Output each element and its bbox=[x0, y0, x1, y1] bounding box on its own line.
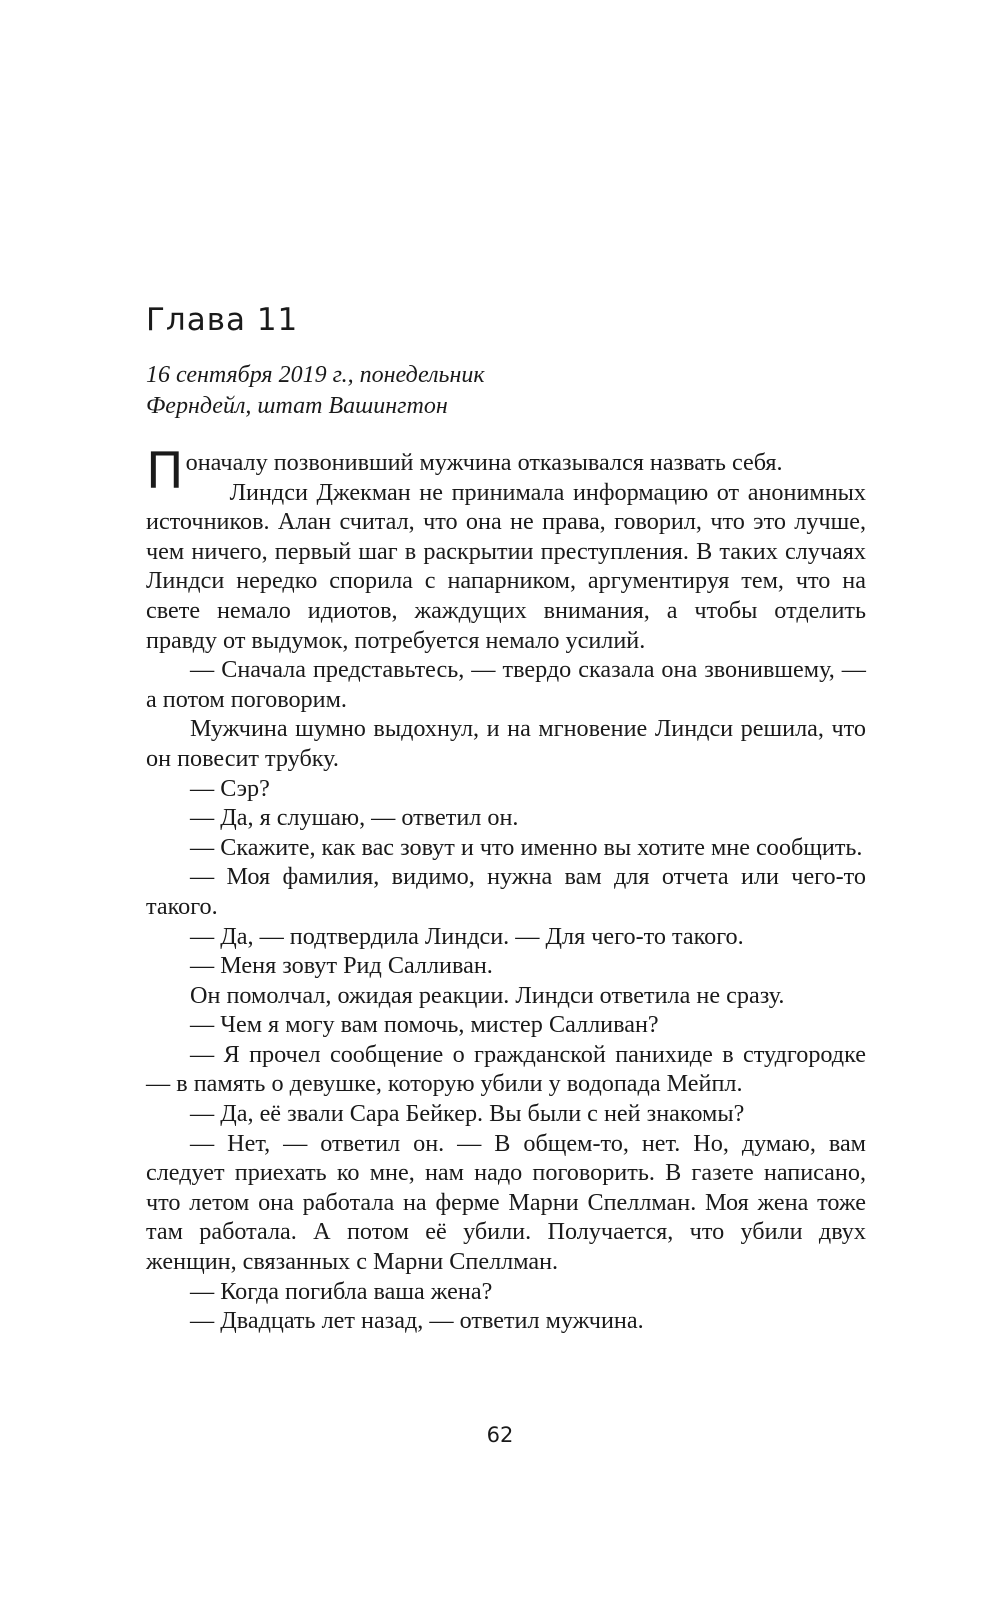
paragraph: — Двадцать лет назад, — ответил мужчина. bbox=[190, 1307, 644, 1335]
paragraph: Он помолчал, ожидая реакции. Линдси ответила не сразу. bbox=[190, 981, 785, 1009]
paragraph: — Нет, — ответил он. — В общем-то, нет. Но, думаю, вам следует приехать ко мне, нам надо поговорить. В газете написано, что летом она работала на ферме Марни Спеллман. Моя жена тоже там работала. А потом её убили. Получается, что убили двух женщин, связанных с Марни Спеллман. bbox=[146, 1129, 866, 1276]
paragraph: — Да, я слушаю, — ответил он. bbox=[190, 804, 519, 832]
paragraph-first bbox=[146, 442, 866, 500]
paragraph: Линдси Джекман не принимала информацию от анонимных источников. Алан считал, что она не права, говорил, что это лучше, чем ничего, первый шаг в раскрытии преступления. В таких случаях Линдси нередко спорила с напарником, аргументируя тем, что на свете немало идиотов, жаждущих внимания, а чтобы отделить правду от выдумок, потребуется немало усилий. bbox=[146, 478, 866, 654]
chapter-date: 16 сентября 2019 г., понедельник bbox=[146, 362, 485, 388]
paragraph: — Да, — подтвердила Линдси. — Для чего-то такого. bbox=[190, 922, 744, 950]
paragraph: — Сначала представьтесь, — твердо сказала она звонившему, — а потом поговорим. bbox=[146, 656, 866, 713]
page-number: 62 bbox=[486, 1423, 514, 1447]
drop-cap: П bbox=[146, 442, 184, 500]
chapter-title: Глава 11 bbox=[146, 302, 299, 338]
paragraph: Мужчина шумно выдохнул, и на мгновение Линдси решила, что он повесит трубку. bbox=[146, 715, 866, 772]
paragraph: — Да, её звали Сара Бейкер. Вы были с ней знакомы? bbox=[190, 1100, 745, 1128]
paragraph: — Моя фамилия, видимо, нужна вам для отчета или чего-то такого. bbox=[146, 863, 866, 920]
chapter-place: Ферндейл, штат Вашингтон bbox=[146, 393, 448, 419]
paragraph: — Чем я могу вам помочь, мистер Салливан? bbox=[190, 1011, 659, 1039]
paragraph: — Сэр? bbox=[190, 774, 270, 802]
paragraph: — Скажите, как вас зовут и что именно вы хотите мне сообщить. bbox=[190, 833, 863, 861]
paragraph-first-text: оначалу позвонивший мужчина отказывался назвать себя. bbox=[185, 449, 783, 476]
chapter-body bbox=[146, 442, 866, 1336]
paragraph: — Когда погибла ваша жена? bbox=[190, 1277, 493, 1305]
chapter-meta bbox=[146, 360, 485, 422]
paragraph: — Меня зовут Рид Салливан. bbox=[190, 952, 493, 980]
paragraph: — Я прочел сообщение о гражданской панихиде в студгородке — в память о девушке, которую убили у водопада Мейпл. bbox=[146, 1040, 866, 1098]
